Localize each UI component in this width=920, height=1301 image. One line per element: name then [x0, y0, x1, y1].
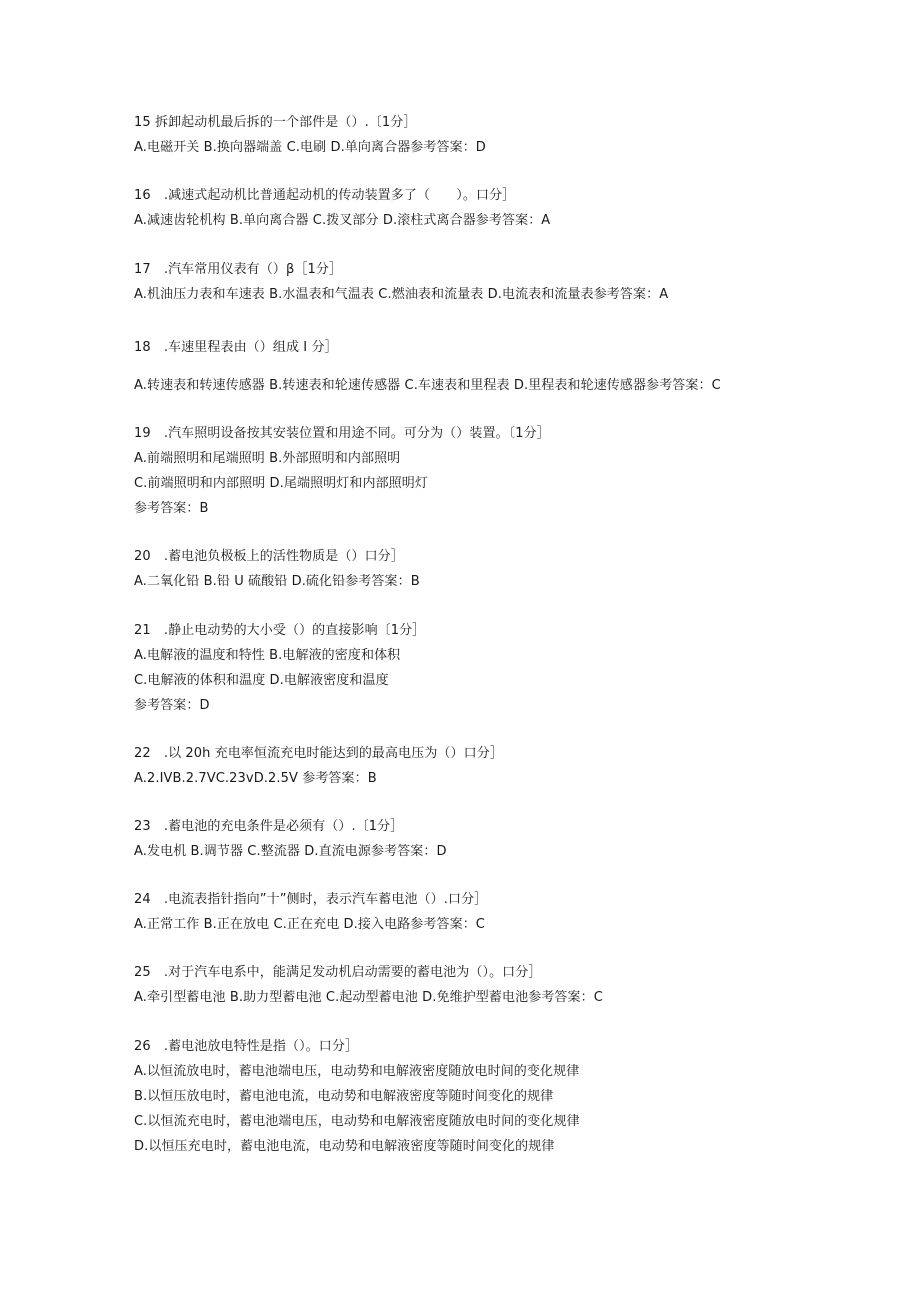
question-24-stem: 24 .电流表指针指向”十”侧时，表示汽车蓄电池（）.口分］ — [134, 892, 488, 907]
question-19-stem: 19 .汽车照明设备按其安装位置和用途不同。可分为（）装置。〔1分］ — [134, 426, 550, 441]
question-24-options-answer: A.正常工作 B.正在放电 C.正在充电 D.接入电路参考答案：C — [134, 917, 485, 932]
question-23-stem: 23 .蓄电池的充电条件是必须有（）.〔1分］ — [134, 819, 404, 834]
question-21-answer: 参考答案：D — [134, 698, 210, 713]
question-19-options-cd: C.前端照明和内部照明 D.尾端照明灯和内部照明灯 — [134, 476, 428, 491]
question-25-options-answer: A.牵引型蓄电池 B.助力型蓄电池 C.起动型蓄电池 D.免维护型蓄电池参考答案：C — [134, 990, 603, 1005]
question-26-option-d: D.以恒压充电时，蓄电池电流，电动势和电解液密度等随时间变化的规律 — [134, 1139, 555, 1154]
question-15-options-answer: A.电磁开关 B.换向器端盖 C.电刷 D.单向离合器参考答案：D — [134, 140, 486, 155]
question-22-options-answer: A.2.IVB.2.7VC.23vD.2.5V 参考答案：B — [134, 771, 377, 786]
question-22-stem: 22 .以 20h 充电率恒流充电时能达到的最高电压为（）口分］ — [134, 746, 503, 761]
question-20-stem: 20 .蓄电池负极板上的活性物质是（）口分］ — [134, 549, 404, 564]
question-26-option-c: C.以恒流充电时，蓄电池端电压，电动势和电解液密度随放电时间的变化规律 — [134, 1114, 580, 1129]
question-21-options-ab: A.电解液的温度和特性 B.电解液的密度和体积 — [134, 648, 401, 663]
question-23-options-answer: A.发电机 B.调节器 C.整流器 D.直流电源参考答案：D — [134, 844, 447, 859]
question-18-stem: 18 .车速里程表由（）组成 I 分］ — [134, 340, 338, 355]
question-21-options-cd: C.电解液的体积和温度 D.电解液密度和温度 — [134, 673, 389, 688]
question-15-stem: 15 拆卸起动机最后拆的一个部件是（）.〔1分］ — [134, 115, 417, 130]
question-26-option-b: B.以恒压放电时，蓄电池电流，电动势和电解液密度等随时间变化的规律 — [134, 1089, 554, 1104]
question-26-stem: 26 .蓄电池放电特性是指（）。口分］ — [134, 1039, 359, 1054]
question-19-options-ab: A.前端照明和尾端照明 B.外部照明和内部照明 — [134, 451, 401, 466]
question-20-options-answer: A.二氧化铅 B.铅 U 硫酸铅 D.硫化铅参考答案：B — [134, 574, 420, 589]
question-18-options-answer: A.转速表和转速传感器 B.转速表和轮速传感器 C.车速表和里程表 D.里程表和轮速传感器参考答案：C — [134, 378, 721, 393]
question-16-options-answer: A.减速齿轮机构 B.单向离合器 C.拨叉部分 D.滚柱式离合器参考答案：A — [134, 213, 551, 228]
question-19-answer: 参考答案：B — [134, 501, 209, 516]
question-21-stem: 21 .静止电动势的大小受（）的直接影响〔1分］ — [134, 623, 426, 638]
question-17-options-answer: A.机油压力表和车速表 B.水温表和气温表 C.燃油表和流量表 D.电流表和流量表参考答案：A — [134, 287, 669, 302]
question-25-stem: 25 .对于汽车电系中，能满足发动机启动需要的蓄电池为（）。口分］ — [134, 965, 542, 980]
question-26-option-a: A.以恒流放电时，蓄电池端电压，电动势和电解液密度随放电时间的变化规律 — [134, 1064, 580, 1079]
question-16-stem: 16 .减速式起动机比普通起动机的传动装置多了（ ）。口分］ — [134, 188, 516, 203]
question-17-stem: 17 .汽车常用仪表有（）β［1分］ — [134, 262, 343, 277]
